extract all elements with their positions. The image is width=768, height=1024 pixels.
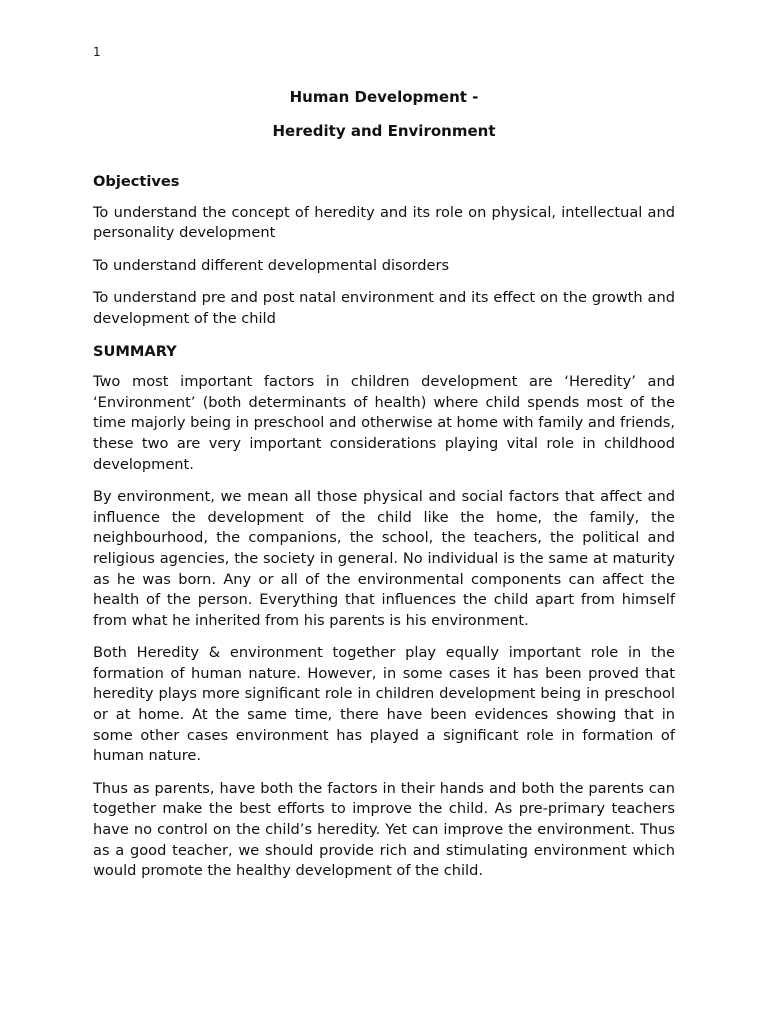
summary-paragraph: Two most important factors in children development are ‘Heredity’ and ‘Environment’ (both determinants of health) where child spends most of the time majorly being in preschool and otherwise at home with family and friends, these two are very important considerations playing vital role in childhood development. [93,373,675,473]
document-subtitle: Heredity and Environment [272,122,496,140]
summary-paragraph: By environment, we mean all those physical and social factors that affect and influence the development of the child like the home, the family, the neighbourhood, the companions, the school, the teachers, the political and religious agencies, the society in general. No individual is the same at maturity as he was born. Any or all of the environmental components can affect the health of the person. Everything that influences the child apart from himself from what he inherited from his parents is his environment. [93,488,675,629]
objective-item: To understand the concept of heredity and its role on physical, intellectual and personality development [93,203,675,242]
objective-item: To understand different developmental disorders [93,256,450,274]
document-body [93,172,675,894]
summary-paragraph: Thus as parents, have both the factors in their hands and both the parents can together make the best efforts to improve the child. As pre-primary teachers have no control on the child’s heredity. Yet can improve the environment. Thus as a good teacher, we should provide rich and stimulating environment which would promote the healthy development of the child. [93,779,675,880]
objective-item: To understand pre and post natal environment and its effect on the growth and development of the child [93,289,675,327]
document-title: Human Development - [289,88,479,106]
summary-paragraph: Both Heredity & environment together play equally important role in the formation of human nature. However, in some cases it has been proved that heredity plays more significant role in children development being in preschool or at home. At the same time, there have been evidences showing that in some other cases environment has played a significant role in formation of human nature. [93,644,675,765]
page-number: 1 [93,45,101,59]
summary-heading: SUMMARY [93,342,177,360]
objectives-heading: Objectives [93,173,180,190]
